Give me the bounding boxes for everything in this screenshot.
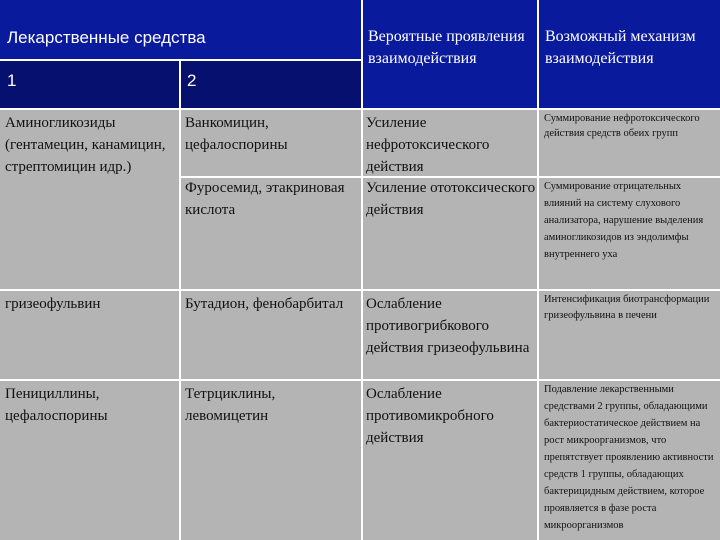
grid-line-col3 bbox=[537, 0, 539, 540]
row3-drug1-cell bbox=[0, 380, 180, 540]
row3-effect: Ослабление противомикробного действия bbox=[366, 386, 494, 446]
header-effects-cell bbox=[362, 0, 538, 109]
grid-line-header-split bbox=[0, 59, 362, 61]
header-mechanism-title: Возможный механизм взаимодействия bbox=[545, 28, 696, 67]
row2-drug2-cell bbox=[180, 290, 362, 380]
row2-effect: Ослабление противогрибкового действия гризеофульвина bbox=[366, 296, 530, 356]
row1a-mechanism: Суммирование нефротоксического действия средств обеих групп bbox=[544, 113, 700, 139]
row3-mechanism-cell bbox=[538, 380, 720, 540]
row1b-mechanism: Суммирование отрицательных влияний на систему слухового анализатора, нарушение выделения аминогликозидов из эндолимфы внутреннего уха bbox=[544, 181, 704, 260]
row3-effect-cell bbox=[362, 380, 538, 540]
header-col1-num: 1 bbox=[7, 71, 17, 90]
row3-drug1: Пенициллины, цефалоспорины bbox=[5, 386, 108, 424]
row2-drug1: гризеофульвин bbox=[5, 296, 101, 312]
header-col1-num-cell bbox=[0, 60, 180, 109]
row3-drug2-cell bbox=[180, 380, 362, 540]
row1b-effect-cell bbox=[362, 177, 538, 290]
row1a-mechanism-cell bbox=[538, 109, 720, 177]
grid-line-col1 bbox=[179, 60, 181, 540]
row1a-drug2: Ванкомицин, цефалоспорины bbox=[185, 115, 288, 153]
grid-line-row1-bottom bbox=[0, 289, 720, 291]
row1a-effect-cell bbox=[362, 109, 538, 177]
grid-line-row2-bottom bbox=[0, 379, 720, 381]
row2-effect-cell bbox=[362, 290, 538, 380]
row1b-effect: Усиление ототоксического действия bbox=[366, 180, 536, 218]
grid-line-col2 bbox=[361, 0, 363, 540]
header-drugs-title: Лекарственные средства bbox=[7, 28, 206, 47]
row1b-mechanism-cell bbox=[538, 177, 720, 290]
row1a-effect: Усиление нефротоксического действия bbox=[366, 115, 490, 175]
row1-drug1: Аминогликозиды (гентамецин, канамицин, стрептомицин идр.) bbox=[5, 115, 166, 175]
row2-mechanism-cell bbox=[538, 290, 720, 380]
row3-mechanism: Подавление лекарственными средствами 2 группы, обладающими бактериостатическое действием на рост микроорганизмов, что препятствует проявлению активности средств 1 группы, обладающих бактерицидным действием, которое проявляется в фазе роста микроорганизмов bbox=[544, 384, 714, 531]
row3-drug2: Тетрциклины, левомицетин bbox=[185, 386, 276, 424]
row1-drug1-cell bbox=[0, 109, 180, 290]
header-col2-num-cell bbox=[180, 60, 362, 109]
header-mechanism-cell bbox=[538, 0, 720, 109]
header-effects-title: Вероятные проявления взаимодействия bbox=[368, 28, 525, 67]
grid-line-row1-split bbox=[180, 176, 720, 178]
header-drugs-title-cell bbox=[0, 0, 362, 60]
row2-drug2: Бутадион, фенобарбитал bbox=[185, 296, 344, 312]
grid-line-header-bottom bbox=[0, 108, 720, 110]
header-col2-num: 2 bbox=[187, 71, 197, 90]
row1a-drug2-cell bbox=[180, 109, 362, 177]
row1b-drug2-cell bbox=[180, 177, 362, 290]
row2-mechanism: Интенсификация биотрансформации гризеофульвина в печени bbox=[544, 294, 710, 321]
row1b-drug2: Фуросемид, этакриновая кислота bbox=[185, 180, 345, 218]
row2-drug1-cell bbox=[0, 290, 180, 380]
